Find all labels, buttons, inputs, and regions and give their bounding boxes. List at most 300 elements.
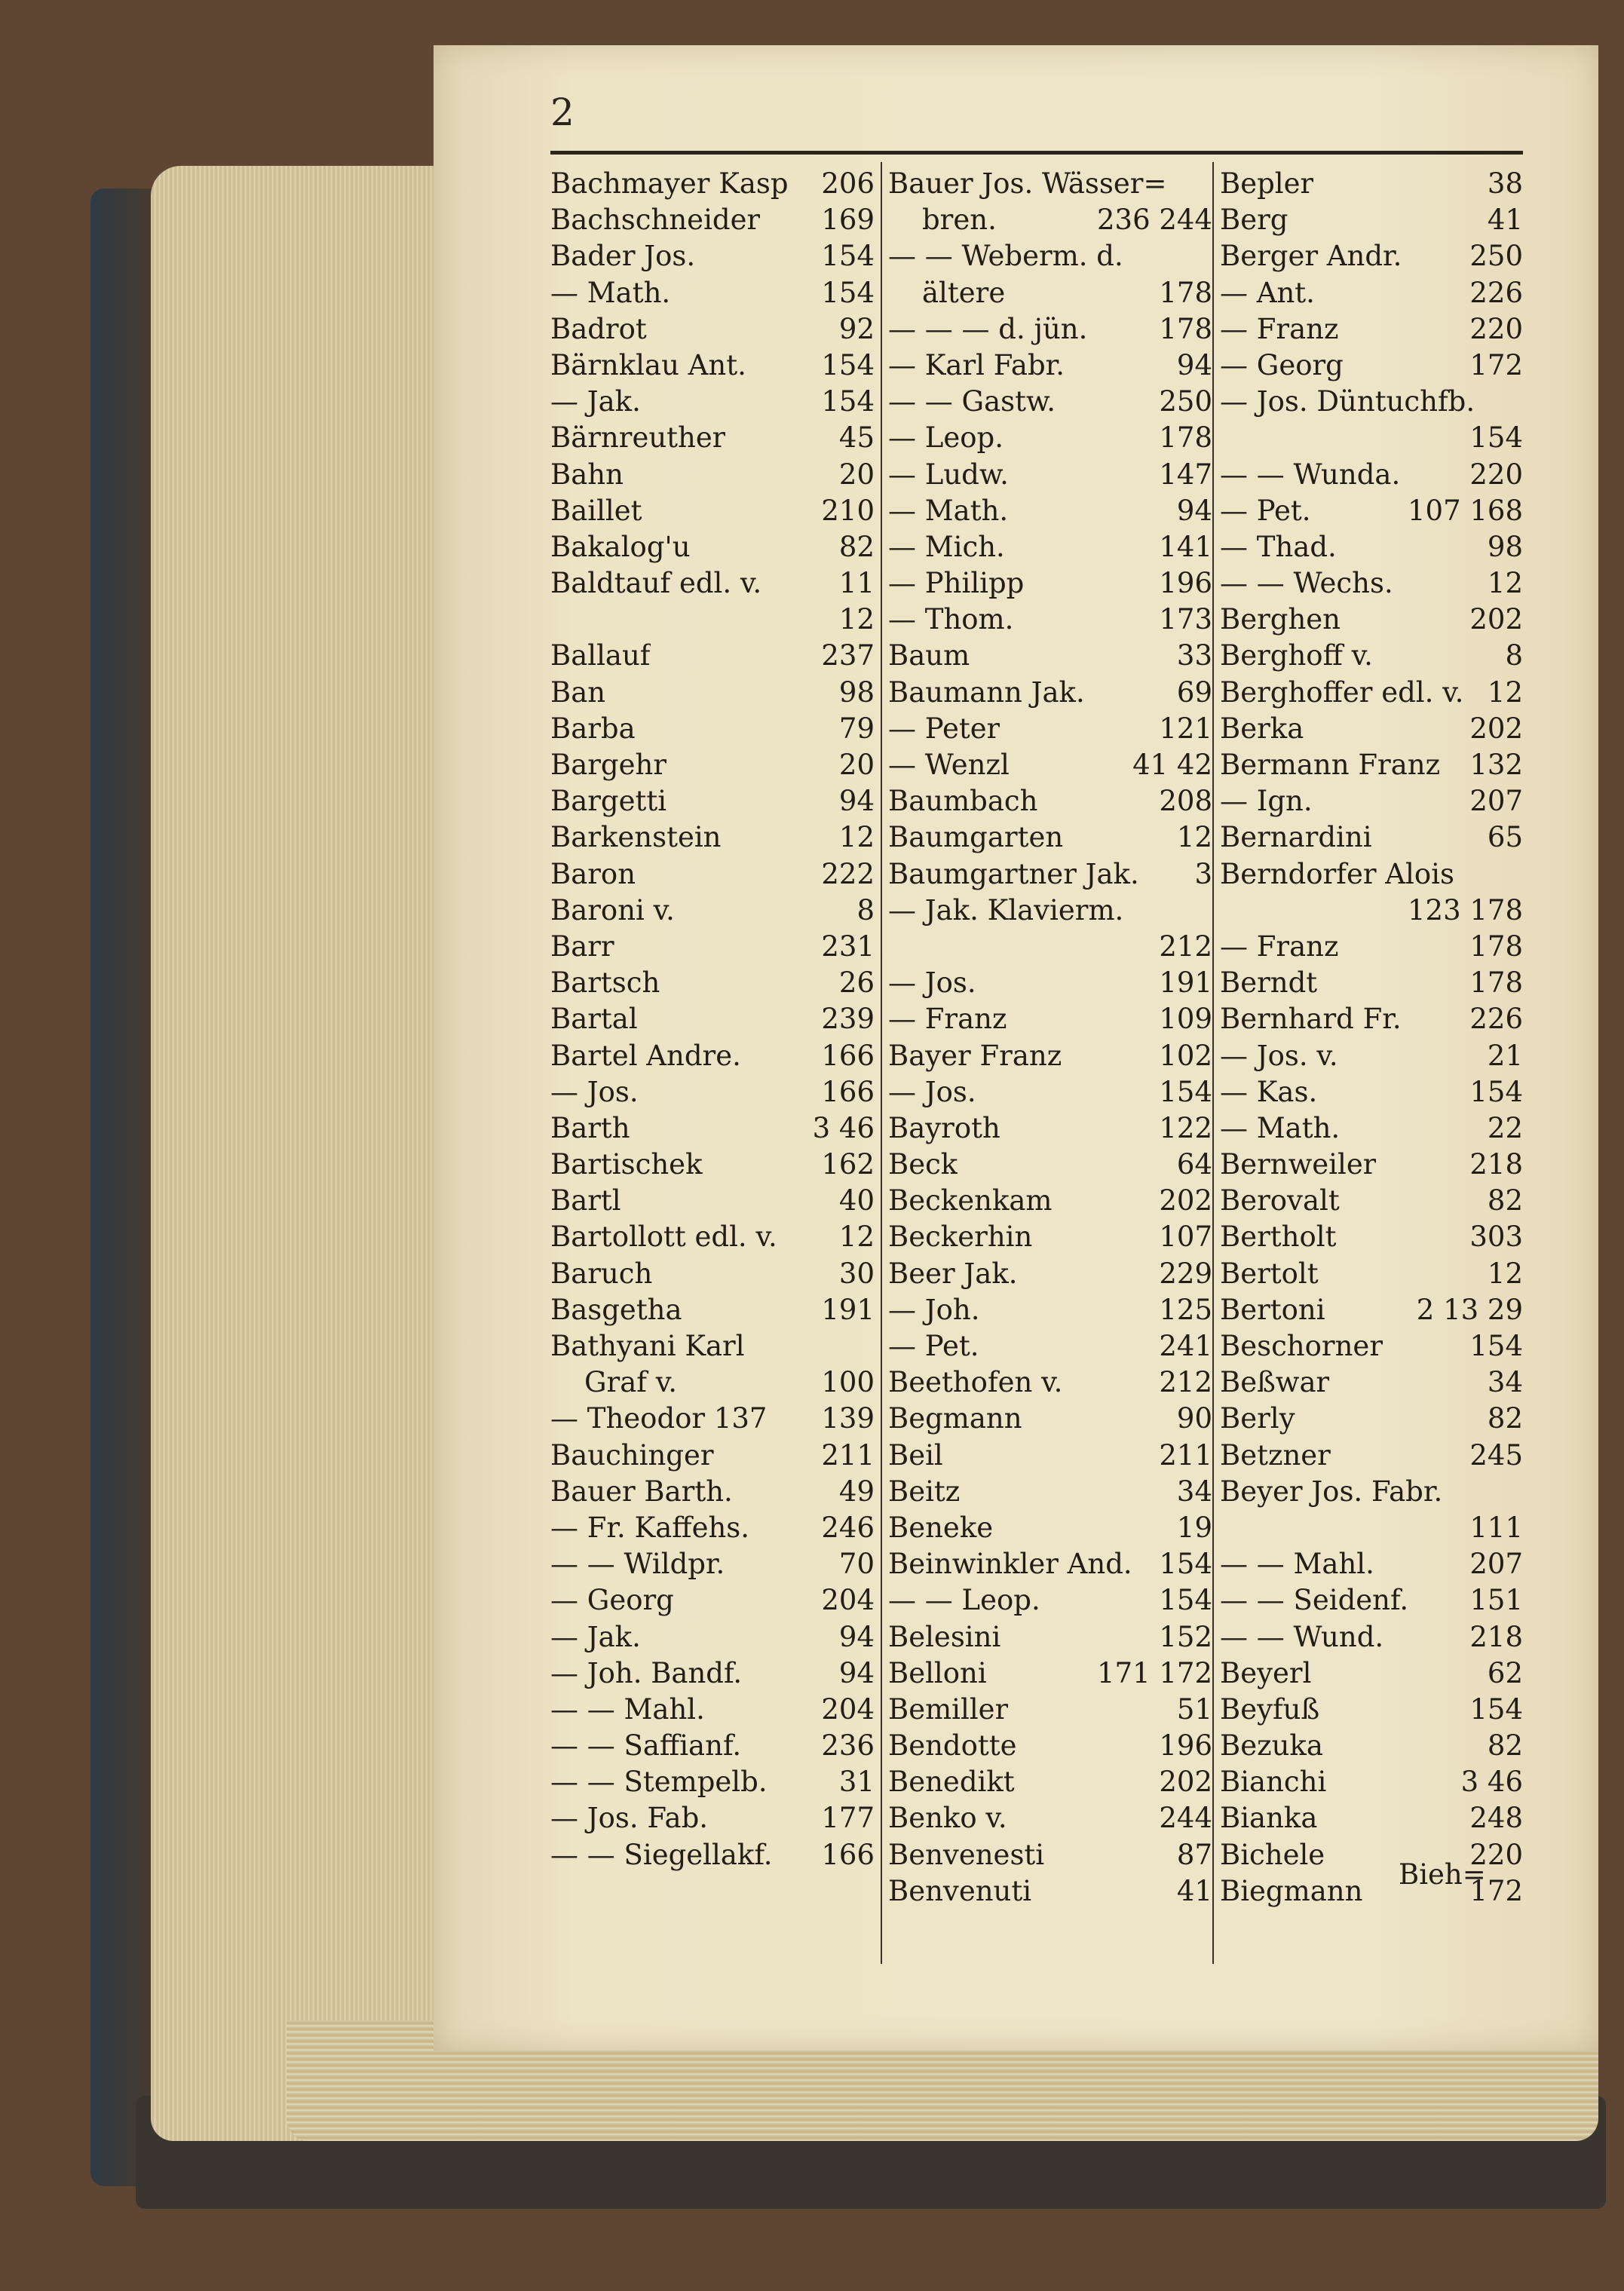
entry-name: Bartsch: [550, 966, 660, 1000]
entry-pages: 218: [1469, 1148, 1523, 1181]
entry-name: Barr: [550, 930, 614, 963]
entry-pages: 210: [821, 494, 875, 527]
index-entry: [550, 457, 875, 493]
entry-name: Bauchinger: [550, 1438, 714, 1472]
index-entry: [888, 1728, 1212, 1764]
index-entry: [888, 565, 1212, 602]
index-entry: [550, 1764, 875, 1800]
index-entry: [888, 457, 1212, 493]
entry-pages: 207: [1469, 785, 1523, 818]
index-entry: [550, 166, 875, 202]
index-entry: [550, 1546, 875, 1582]
index-entry: [888, 1510, 1212, 1546]
entry-pages: 21: [1487, 1039, 1523, 1072]
index-entry: [888, 1546, 1212, 1582]
entry-pages: [1206, 893, 1212, 929]
entry-pages: 207: [1469, 1548, 1523, 1581]
entry-pages: 166: [821, 1838, 875, 1871]
entry-pages: 169: [821, 204, 875, 237]
entry-name: Bahn: [550, 458, 624, 491]
entry-pages: 231: [821, 930, 875, 963]
index-entry: [550, 1619, 875, 1655]
entry-pages: 94: [838, 785, 875, 818]
entry-name: — Math.: [550, 276, 671, 309]
entry-name: Bepler: [1220, 167, 1314, 200]
entry-pages: 87: [1176, 1838, 1212, 1871]
index-entry: [888, 529, 1212, 565]
entry-name: — Wenzl: [888, 749, 1010, 781]
entry-name: — Jos.: [888, 1075, 976, 1108]
index-entry: [1220, 1219, 1523, 1255]
entry-pages: 248: [1469, 1802, 1523, 1835]
index-entry: [550, 1401, 875, 1437]
entry-name: — Ludw.: [888, 458, 1009, 491]
entry-pages: 211: [821, 1438, 875, 1472]
entry-name: Baruch: [550, 1257, 653, 1290]
entry-pages: 94: [1176, 494, 1212, 527]
entry-name: — — Mahl.: [1220, 1548, 1374, 1581]
entry-pages: 102: [1159, 1039, 1212, 1072]
entry-name: Begmann: [888, 1402, 1022, 1435]
index-entry: [888, 238, 1212, 274]
index-entry: [888, 493, 1212, 529]
entry-name: Bader Jos.: [550, 240, 696, 273]
entry-name: — Franz: [1220, 312, 1339, 345]
entry-name: — — — d. jün.: [888, 312, 1088, 345]
entry-name: Beyer Jos. Fabr.: [1220, 1475, 1443, 1508]
entry-pages: 154: [821, 240, 875, 273]
index-entry: [888, 202, 1212, 238]
entry-pages: 34: [1487, 1366, 1523, 1399]
index-entry: [1220, 1655, 1523, 1692]
entry-pages: [1206, 166, 1212, 202]
entry-pages: [1206, 238, 1212, 274]
entry-name: Bargetti: [550, 785, 667, 818]
entry-name: — Math.: [1220, 1111, 1341, 1144]
entry-name: Bartollott edl. v.: [550, 1221, 777, 1254]
index-entry: [550, 493, 875, 529]
header-rule: [550, 151, 1523, 155]
entry-pages: 30: [838, 1257, 875, 1290]
index-entry: [1220, 1183, 1523, 1219]
entry-name: Baumann Jak.: [888, 675, 1085, 709]
entry-pages: 154: [1469, 421, 1523, 455]
index-entry: [550, 1038, 875, 1074]
entry-name: — Pet.: [888, 1330, 979, 1362]
entry-pages: 121: [1159, 712, 1212, 745]
entry-pages: 229: [1159, 1257, 1212, 1290]
index-entry: [550, 711, 875, 747]
index-entry: [1220, 348, 1523, 384]
entry-name: Ban: [550, 675, 606, 709]
index-entry: [550, 311, 875, 348]
index-entry: [550, 1256, 875, 1292]
entry-name: Bianchi: [1220, 1766, 1327, 1799]
index-entry: [888, 420, 1212, 456]
index-entry: [888, 929, 1212, 965]
entry-name: Berg: [1220, 204, 1288, 237]
index-entry: [550, 819, 875, 856]
entry-name: — — Mahl.: [550, 1692, 705, 1726]
entry-name: Bärnklau Ant.: [550, 348, 746, 381]
entry-name: — Joh.: [888, 1293, 980, 1326]
entry-name: Bayroth: [888, 1111, 1000, 1144]
entry-pages: 90: [1176, 1402, 1212, 1435]
entry-pages: 208: [1159, 785, 1212, 818]
entry-name: — Theodor 137: [550, 1402, 768, 1435]
entry-name: — — Wund.: [1220, 1620, 1384, 1653]
index-entry: [888, 1474, 1212, 1510]
entry-name: Berghen: [1220, 603, 1341, 636]
index-entry: [888, 819, 1212, 856]
index-entry: [550, 1800, 875, 1836]
entry-pages: 82: [1487, 1729, 1523, 1763]
index-entry: [888, 638, 1212, 674]
index-entry: [1220, 1401, 1523, 1437]
entry-name: — Jos.: [550, 1075, 639, 1108]
entry-pages: 65: [1487, 821, 1523, 854]
entry-pages: 202: [1469, 603, 1523, 636]
entry-pages: 250: [1159, 385, 1212, 418]
entry-pages: 107: [1159, 1221, 1212, 1254]
entry-name: Beckerhin: [888, 1221, 1033, 1254]
entry-name: Bernardini: [1220, 821, 1372, 854]
entry-name: — Jos. Fab.: [550, 1802, 709, 1835]
index-entry: [888, 1292, 1212, 1328]
index-entry: [550, 1074, 875, 1110]
index-entry: [888, 965, 1212, 1001]
index-entry: [1220, 1728, 1523, 1764]
entry-name: Baldtauf edl. v.: [550, 567, 762, 600]
entry-name: Bakalog'u: [550, 530, 691, 563]
entry-pages: 82: [1487, 1184, 1523, 1217]
entry-name: — Pet.: [1220, 494, 1311, 527]
entry-name: Belesini: [888, 1620, 1001, 1653]
index-entry: [1220, 457, 1523, 493]
index-entry: [888, 1582, 1212, 1619]
entry-name: — — Wechs.: [1220, 567, 1393, 600]
index-entry: [888, 1147, 1212, 1183]
index-entry: [550, 529, 875, 565]
entry-pages: [1517, 856, 1523, 893]
entry-name: Beil: [888, 1438, 943, 1472]
index-entry: [888, 348, 1212, 384]
entry-pages: 303: [1469, 1221, 1523, 1254]
entry-pages: 172: [1469, 348, 1523, 381]
index-entry: [888, 1837, 1212, 1873]
entry-pages: 196: [1159, 567, 1212, 600]
index-entry: [1220, 893, 1523, 929]
index-entry: [550, 1438, 875, 1474]
entry-pages: 34: [1176, 1475, 1212, 1508]
entry-pages: 49: [838, 1475, 875, 1508]
entry-name: — Jak.: [550, 1620, 641, 1653]
entry-name: Benedikt: [888, 1766, 1015, 1799]
entry-name: Beyfuß: [1220, 1692, 1320, 1726]
index-entry: [1220, 202, 1523, 238]
entry-pages: 166: [821, 1039, 875, 1072]
index-entry: [1220, 675, 1523, 711]
entry-name: — — Leop.: [888, 1584, 1040, 1617]
index-entry: [550, 1692, 875, 1728]
entry-name: Bachmayer Kasp: [550, 167, 789, 200]
entry-name: Bemiller: [888, 1692, 1009, 1726]
entry-pages: 154: [1159, 1548, 1212, 1581]
entry-pages: 236 244: [1096, 204, 1212, 237]
entry-pages: 45: [838, 421, 875, 455]
catchword: Bieh=: [1399, 1858, 1486, 1891]
entry-pages: 94: [838, 1656, 875, 1689]
index-entry: [1220, 747, 1523, 783]
index-entry: [888, 1655, 1212, 1692]
entry-pages: 8: [1505, 639, 1523, 672]
index-entry: [550, 965, 875, 1001]
entry-name: Beck: [888, 1148, 958, 1181]
entry-pages: 82: [1487, 1402, 1523, 1435]
entry-pages: 178: [1159, 421, 1212, 455]
column-divider: [1212, 162, 1214, 1964]
entry-name: Belloni: [888, 1656, 987, 1689]
index-entry: [888, 856, 1212, 893]
entry-pages: 3 46: [1460, 1766, 1523, 1799]
entry-pages: 139: [821, 1402, 875, 1435]
entry-name: Bayer Franz: [888, 1039, 1062, 1072]
index-entry: [550, 1474, 875, 1510]
entry-pages: 33: [1176, 639, 1212, 672]
entry-pages: 12: [1487, 567, 1523, 600]
index-entry: [550, 384, 875, 420]
entry-name: Baumgartner Jak.: [888, 857, 1139, 890]
book-page: [434, 45, 1598, 2051]
entry-name: Berovalt: [1220, 1184, 1340, 1217]
index-entry: [1220, 1619, 1523, 1655]
entry-name: Berghoffer edl. v.: [1220, 675, 1464, 709]
entry-pages: 178: [1469, 930, 1523, 963]
entry-pages: 178: [1469, 966, 1523, 1000]
entry-pages: 70: [838, 1548, 875, 1581]
index-entry: [550, 275, 875, 311]
entry-pages: 166: [821, 1075, 875, 1108]
index-entry: [550, 1219, 875, 1255]
entry-name: ältere: [922, 276, 1006, 309]
entry-pages: 241: [1159, 1330, 1212, 1362]
entry-pages: 69: [1176, 675, 1212, 709]
entry-pages: 62: [1487, 1656, 1523, 1689]
entry-pages: 237: [821, 639, 875, 672]
index-entry: [550, 1328, 875, 1364]
entry-pages: 12: [838, 603, 875, 636]
index-entry: [888, 1401, 1212, 1437]
entry-pages: 79: [838, 712, 875, 745]
entry-pages: 111: [1469, 1511, 1523, 1544]
entry-name: Bianka: [1220, 1802, 1318, 1835]
entry-name: Baumgarten: [888, 821, 1064, 854]
index-entry: [1220, 1692, 1523, 1728]
entry-pages: 196: [1159, 1729, 1212, 1763]
entry-name: Benko v.: [888, 1802, 1007, 1835]
entry-pages: 22: [1487, 1111, 1523, 1144]
entry-name: — Jos. v.: [1220, 1039, 1338, 1072]
entry-pages: 246: [821, 1511, 875, 1544]
entry-name: Benvenuti: [888, 1874, 1032, 1907]
index-entry: [1220, 638, 1523, 674]
entry-name: Bezuka: [1220, 1729, 1323, 1763]
index-entry: [888, 275, 1212, 311]
entry-pages: 191: [1159, 966, 1212, 1000]
entry-pages: 152: [1159, 1620, 1212, 1653]
index-entry: [888, 893, 1212, 929]
entry-name: — Math.: [888, 494, 1009, 527]
index-entry: [1220, 1001, 1523, 1037]
index-entry: [550, 929, 875, 965]
entry-name: Beethofen v.: [888, 1366, 1063, 1399]
entry-name: Berka: [1220, 712, 1304, 745]
entry-pages: 19: [1176, 1511, 1212, 1544]
entry-name: — — Siegellakf.: [550, 1838, 773, 1871]
index-entry: [550, 1183, 875, 1219]
entry-pages: 98: [838, 675, 875, 709]
entry-pages: 20: [838, 458, 875, 491]
index-entry: [550, 202, 875, 238]
entry-name: — Georg: [550, 1584, 674, 1617]
index-entry: [1220, 965, 1523, 1001]
index-entry: [1220, 493, 1523, 529]
index-column-3: [1220, 166, 1523, 1910]
index-entry: [888, 1438, 1212, 1474]
entry-name: — Jos. Düntuchfb.: [1220, 385, 1475, 418]
index-entry: [550, 675, 875, 711]
entry-name: — Jak.: [550, 385, 641, 418]
entry-pages: 226: [1469, 276, 1523, 309]
entry-pages: 12: [1487, 1257, 1523, 1290]
index-entry: [1220, 929, 1523, 965]
entry-name: Bachschneider: [550, 204, 761, 237]
index-entry: [1220, 1546, 1523, 1582]
index-entry: [888, 1800, 1212, 1836]
entry-pages: 220: [1469, 312, 1523, 345]
index-entry: [1220, 1328, 1523, 1364]
index-entry: [550, 638, 875, 674]
page-edges-left: [151, 166, 467, 2141]
entry-name: Biegmann: [1220, 1874, 1363, 1907]
entry-pages: 92: [838, 312, 875, 345]
entry-pages: 220: [1469, 1838, 1523, 1871]
entry-pages: 236: [821, 1729, 875, 1763]
index-entry: [1220, 1147, 1523, 1183]
entry-pages: 204: [821, 1692, 875, 1726]
index-entry: [888, 384, 1212, 420]
index-entry: [550, 420, 875, 456]
entry-pages: 26: [838, 966, 875, 1000]
index-entry: [550, 1837, 875, 1873]
entry-name: Berndorfer Alois: [1220, 857, 1454, 890]
entry-name: — — Wildpr.: [550, 1548, 725, 1581]
entry-pages: 12: [838, 1221, 875, 1254]
entry-pages: 82: [838, 530, 875, 563]
entry-name: Bartel Andre.: [550, 1039, 741, 1072]
entry-pages: 31: [838, 1766, 875, 1799]
entry-pages: 125: [1159, 1293, 1212, 1326]
entry-name: Baumbach: [888, 785, 1038, 818]
index-entry: [1220, 384, 1523, 420]
entry-pages: 2 13 29: [1416, 1293, 1523, 1326]
entry-pages: 202: [1159, 1184, 1212, 1217]
entry-pages: 41 42: [1132, 749, 1212, 781]
entry-pages: 147: [1159, 458, 1212, 491]
index-entry: [1220, 1510, 1523, 1546]
entry-pages: 218: [1469, 1620, 1523, 1653]
entry-name: — Jak. Klavierm.: [888, 893, 1124, 927]
entry-pages: 8: [856, 893, 875, 927]
index-entry: [550, 1147, 875, 1183]
entry-name: Betzner: [1220, 1438, 1331, 1472]
entry-name: — Peter: [888, 712, 1000, 745]
entry-pages: 154: [821, 385, 875, 418]
index-entry: [550, 602, 875, 638]
index-entry: [888, 1219, 1212, 1255]
index-entry: [550, 1510, 875, 1546]
index-entry: [888, 747, 1212, 783]
entry-name: Bartl: [550, 1184, 621, 1217]
entry-name: Bertolt: [1220, 1257, 1319, 1290]
entry-name: — Mich.: [888, 530, 1005, 563]
entry-pages: 212: [1159, 930, 1212, 963]
index-entry: [1220, 238, 1523, 274]
entry-pages: 12: [1176, 821, 1212, 854]
index-entry: [1220, 529, 1523, 565]
entry-pages: 109: [1159, 1003, 1212, 1036]
entry-name: Bauer Barth.: [550, 1475, 733, 1508]
entry-pages: 122: [1159, 1111, 1212, 1144]
entry-pages: 141: [1159, 530, 1212, 563]
entry-name: Baron: [550, 857, 636, 890]
page-number: 2: [550, 90, 575, 134]
entry-name: Beitz: [888, 1475, 961, 1508]
index-entry: [1220, 1292, 1523, 1328]
entry-name: — Jos.: [888, 966, 976, 1000]
entry-pages: 41: [1176, 1874, 1212, 1907]
entry-pages: 204: [821, 1584, 875, 1617]
entry-name: — Karl Fabr.: [888, 348, 1065, 381]
entry-name: — Fr. Kaffehs.: [550, 1511, 750, 1544]
entry-name: Beyerl: [1220, 1656, 1312, 1689]
entry-name: Bertoni: [1220, 1293, 1325, 1326]
index-entry: [550, 1364, 875, 1401]
index-entry: [550, 1110, 875, 1147]
entry-pages: 154: [821, 276, 875, 309]
entry-pages: 154: [1159, 1584, 1212, 1617]
index-entry: [1220, 602, 1523, 638]
entry-name: Bartal: [550, 1003, 638, 1036]
entry-name: Bernweiler: [1220, 1148, 1377, 1181]
index-entry: [1220, 783, 1523, 819]
entry-pages: 154: [1469, 1692, 1523, 1726]
entry-name: — Joh. Bandf.: [550, 1656, 743, 1689]
index-entry: [550, 1728, 875, 1764]
index-entry: [888, 1110, 1212, 1147]
entry-pages: 154: [1469, 1075, 1523, 1108]
index-entry: [888, 1328, 1212, 1364]
entry-pages: 3: [1194, 857, 1212, 890]
entry-name: Berly: [1220, 1402, 1295, 1435]
index-entry: [550, 783, 875, 819]
entry-pages: 94: [838, 1620, 875, 1653]
entry-name: — — Gastw.: [888, 385, 1056, 418]
index-entry: [1220, 856, 1523, 893]
entry-name: Bermann Franz: [1220, 749, 1441, 781]
entry-pages: 162: [821, 1148, 875, 1181]
entry-pages: [1517, 384, 1523, 420]
